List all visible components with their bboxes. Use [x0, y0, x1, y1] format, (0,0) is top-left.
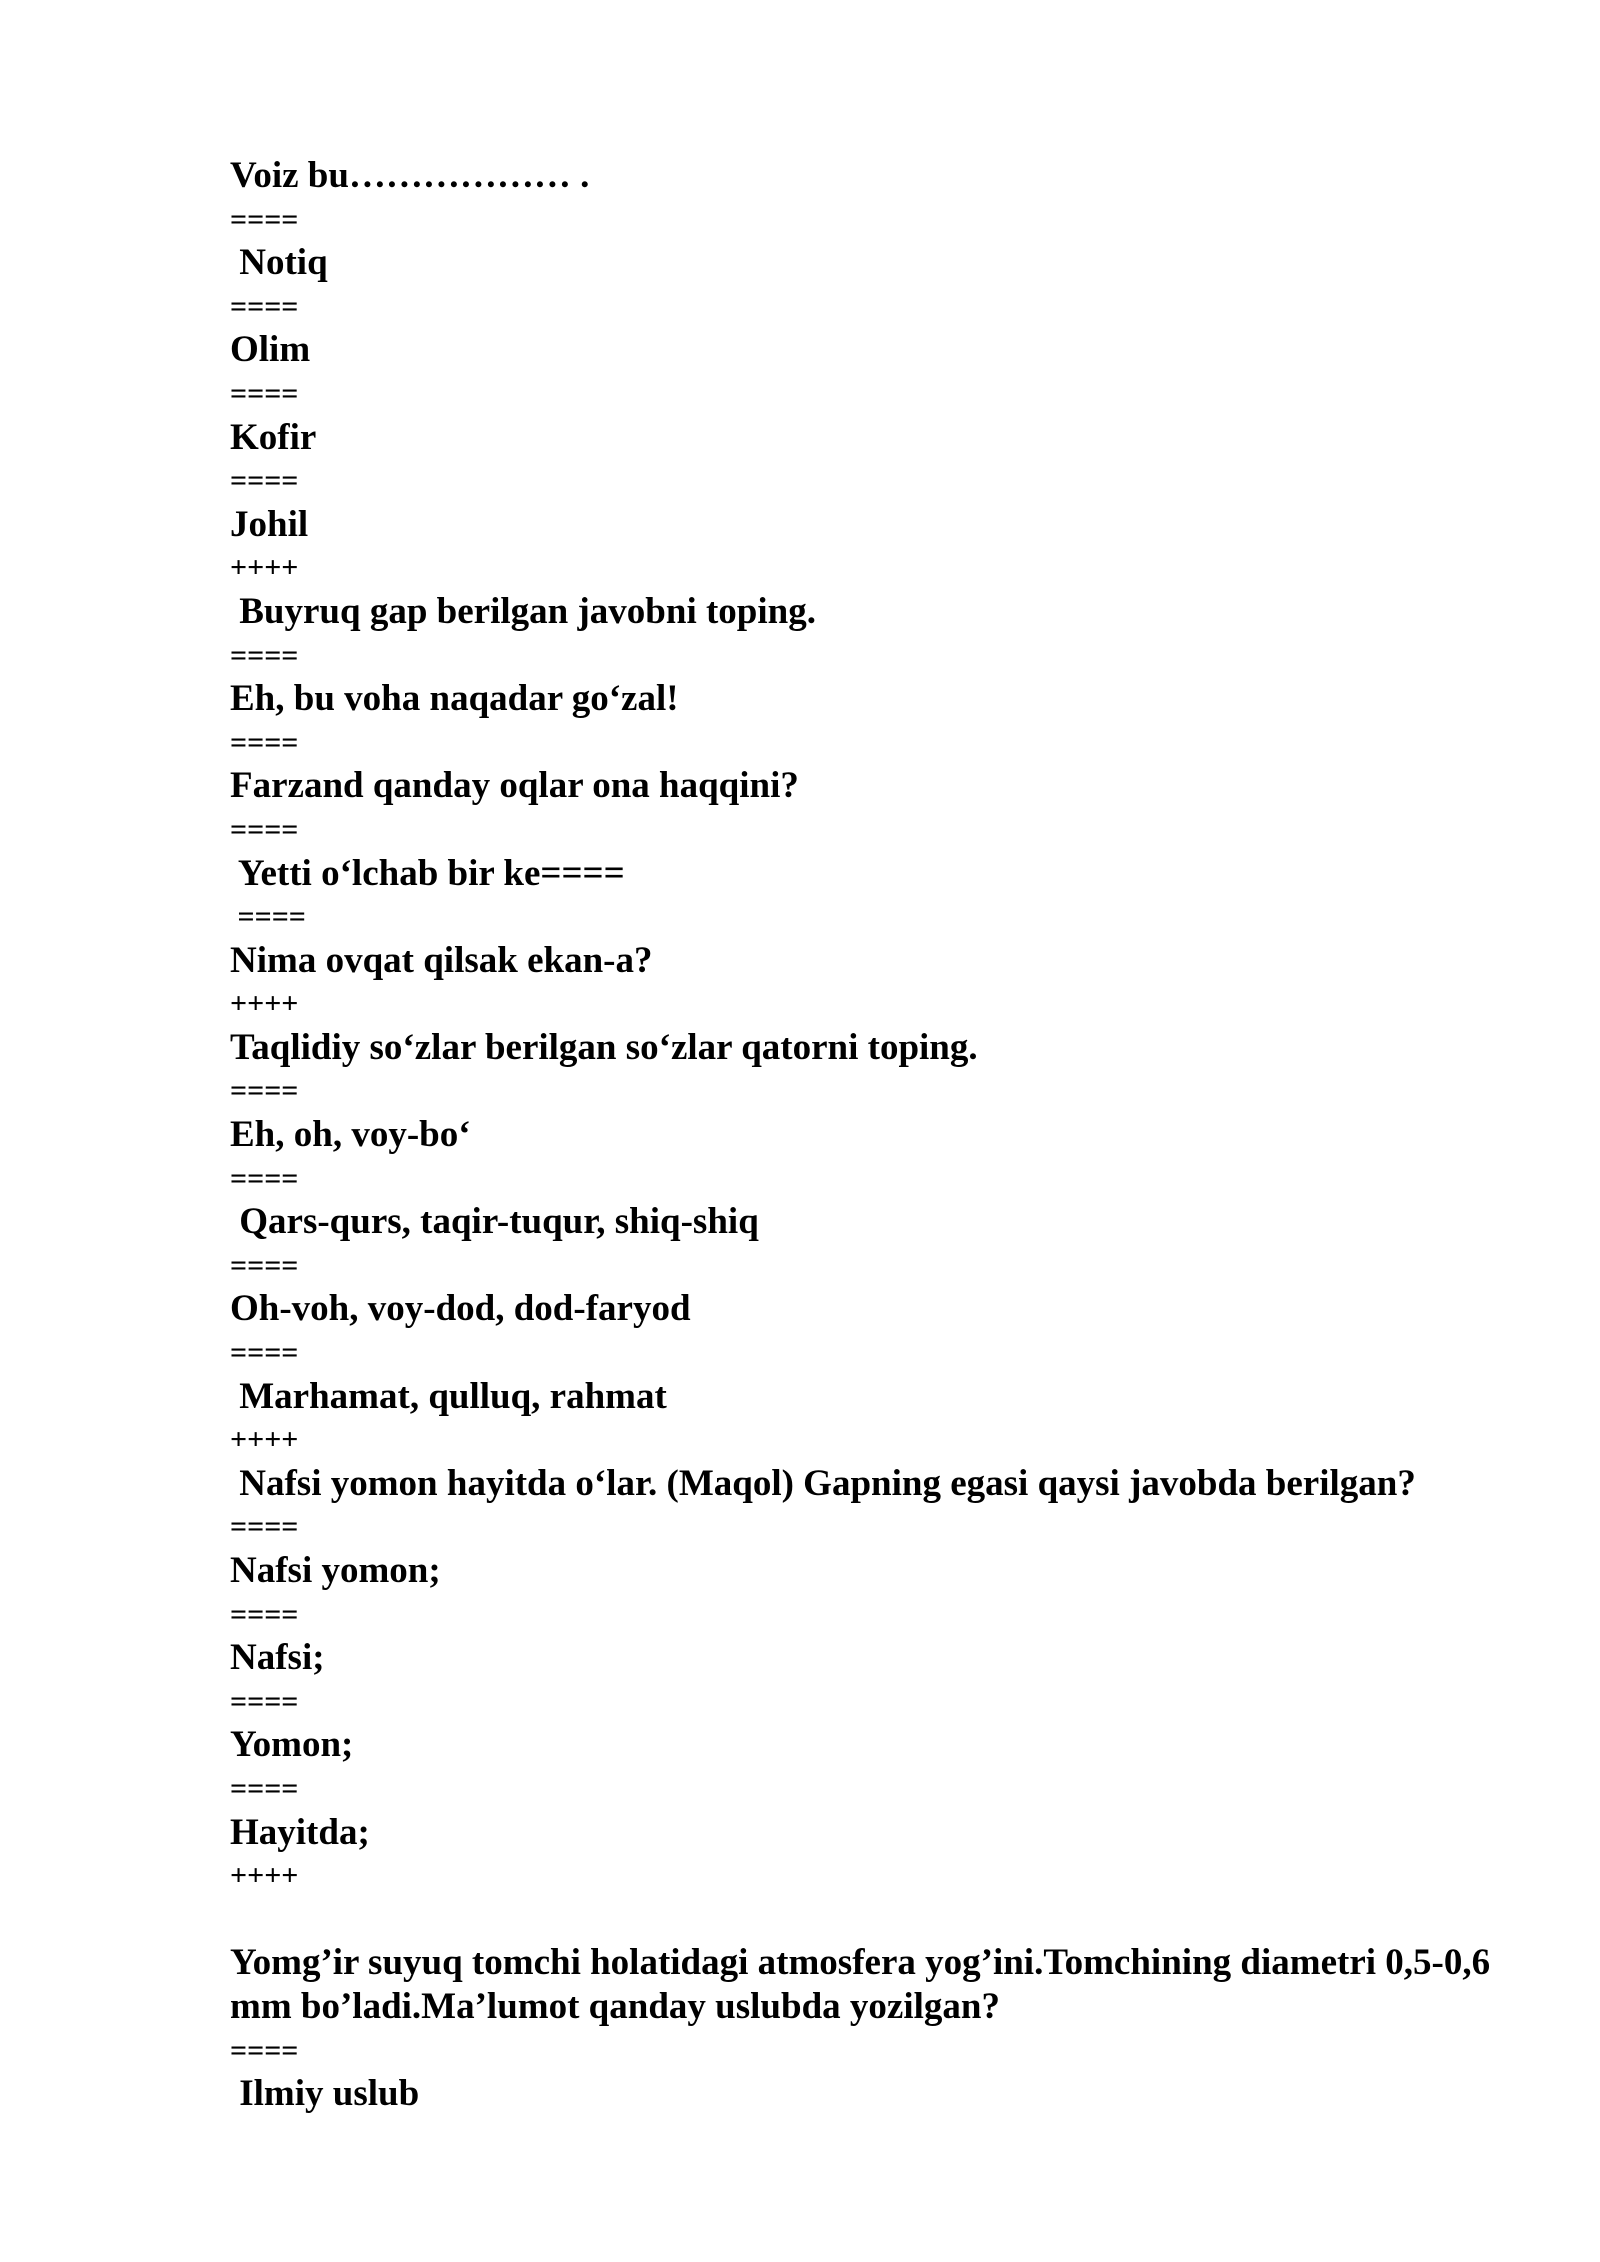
text-line: Olim [230, 329, 311, 371]
separator-line: ==== [230, 638, 299, 672]
separator-line: ==== [230, 725, 299, 759]
text-line: Nafsi yomon hayitda o‘lar. (Maqol) Gapning egasi qaysi javobda berilgan? [230, 1462, 1416, 1504]
text-line: Nafsi; [230, 1637, 325, 1679]
separator-line: ==== [230, 1684, 299, 1718]
text-line: Taqlidiy so‘zlar berilgan so‘zlar qatorni toping. [230, 1026, 978, 1068]
separator-line: ==== [230, 1336, 299, 1370]
separator-line: ==== [230, 464, 299, 498]
separator-line: ==== [230, 812, 299, 846]
separator-line: ++++ [230, 1859, 299, 1893]
separator-line: ++++ [230, 551, 299, 585]
text-line: Eh, bu voha naqadar go‘zal! [230, 678, 679, 720]
separator-line: ==== [230, 900, 306, 934]
text-line: Marhamat, qulluq, rahmat [230, 1375, 667, 1417]
text-line: Hayitda; [230, 1811, 370, 1853]
separator-line: ==== [230, 1510, 299, 1544]
text-line: Buyruq gap berilgan javobni toping. [230, 590, 816, 632]
separator-line: ==== [230, 1074, 299, 1108]
text-line: Ilmiy uslub [230, 2073, 420, 2115]
text-line: Yetti o‘lchab bir ke==== [230, 852, 625, 894]
separator-line: ==== [230, 376, 299, 410]
blank-line [230, 1898, 1510, 1942]
text-line: Johil [230, 503, 309, 545]
document-page [230, 154, 1510, 2116]
text-line: Yomon; [230, 1724, 354, 1766]
separator-line: ==== [230, 202, 299, 236]
text-line: Voiz bu……………… . [230, 155, 590, 196]
separator-line: ==== [230, 1771, 299, 1805]
text-line: Qars-qurs, taqir-tuqur, shiq-shiq [230, 1201, 759, 1243]
text-line: Notiq [230, 242, 328, 284]
text-line: Eh, oh, voy-bo‘ [230, 1114, 471, 1156]
text-line: Farzand qanday oqlar ona haqqini? [230, 765, 799, 807]
text-line: Kofir [230, 416, 317, 458]
separator-line: ++++ [230, 1423, 299, 1457]
separator-line: ++++ [230, 987, 299, 1021]
text-line: Oh-voh, voy-dod, dod-faryod [230, 1288, 691, 1330]
question-paragraph: Yomg’ir suyuq tomchi holatidagi atmosfera yog’ini.Tomchining diametri 0,5-0,6 mm bo’ladi.Ma’lumot qanday uslubda yozilgan? [230, 1942, 1491, 2027]
separator-line: ==== [230, 1597, 299, 1631]
separator-line: ==== [230, 1161, 299, 1195]
text-line: Nima ovqat qilsak ekan-a? [230, 939, 653, 981]
text-line: Nafsi yomon; [230, 1550, 441, 1591]
separator-line: ==== [230, 289, 299, 323]
separator-line: ==== [230, 1248, 299, 1282]
separator-line: ==== [230, 2033, 299, 2067]
